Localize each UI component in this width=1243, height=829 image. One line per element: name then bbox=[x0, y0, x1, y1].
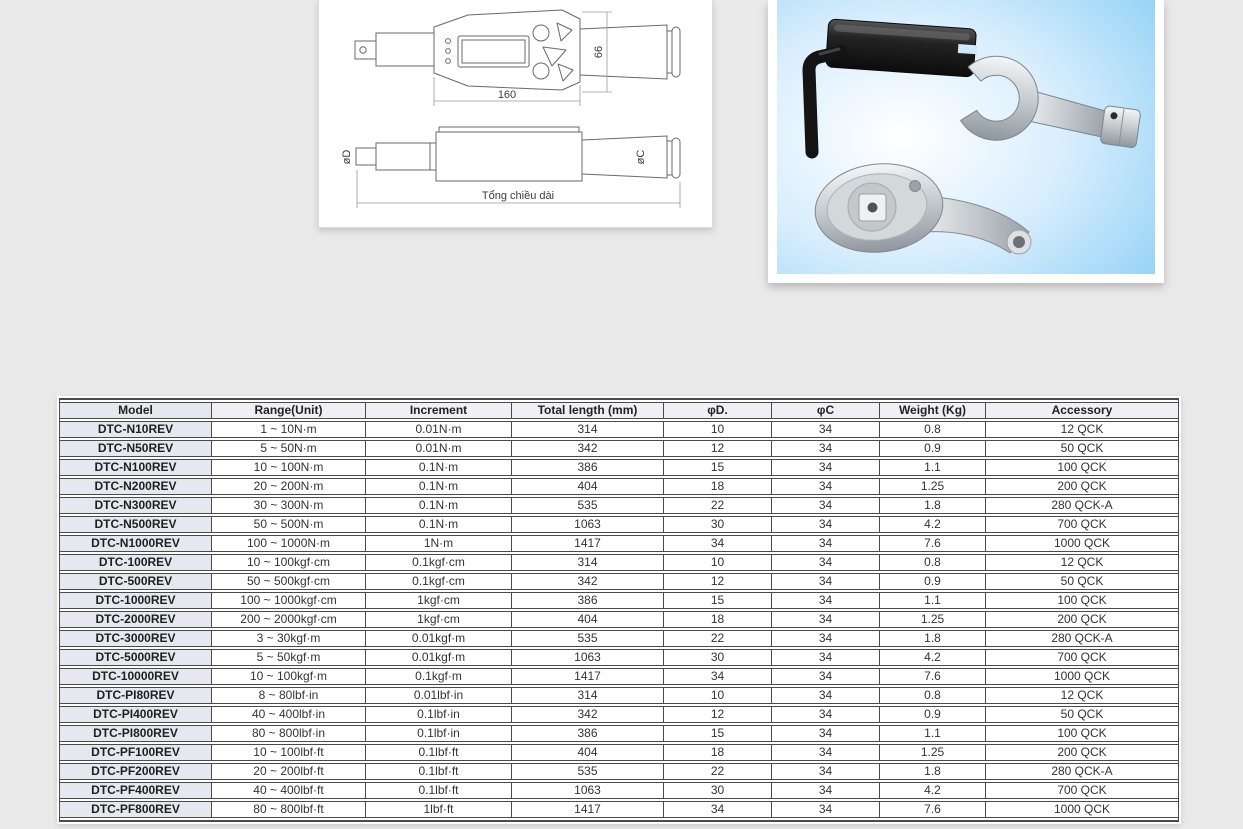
col-header-model: Model bbox=[60, 402, 212, 419]
dia-d-cell: 10 bbox=[664, 554, 772, 571]
table-row bbox=[60, 459, 1178, 476]
table-row bbox=[60, 649, 1178, 666]
accessory-cell: 700 QCK bbox=[986, 782, 1178, 799]
spec-table-panel bbox=[57, 396, 1181, 824]
weight-cell: 4.2 bbox=[880, 516, 986, 533]
dia-d-cell: 30 bbox=[664, 782, 772, 799]
model-cell: DTC-10000REV bbox=[60, 668, 212, 685]
weight-cell: 0.9 bbox=[880, 440, 986, 457]
wrench-top-view bbox=[355, 10, 680, 90]
dia-d-cell: 10 bbox=[664, 687, 772, 704]
model-cell: DTC-2000REV bbox=[60, 611, 212, 628]
accessory-photo-panel bbox=[768, 0, 1164, 283]
dia-c-cell: 34 bbox=[772, 516, 880, 533]
weight-cell: 7.6 bbox=[880, 535, 986, 552]
range-cell: 80 ~ 800lbf·ft bbox=[212, 801, 366, 818]
dia-d-cell: 12 bbox=[664, 706, 772, 723]
dia-d-cell: 12 bbox=[664, 440, 772, 457]
table-row bbox=[60, 611, 1178, 628]
accessory-cell: 12 QCK bbox=[986, 421, 1178, 438]
total-length-cell: 386 bbox=[512, 592, 664, 609]
dia-d-cell: 12 bbox=[664, 573, 772, 590]
total-length-label: Tổng chiều dài bbox=[481, 190, 555, 202]
weight-cell: 1.25 bbox=[880, 611, 986, 628]
increment-cell: 0.1kgf·cm bbox=[366, 573, 512, 590]
increment-cell: 1N·m bbox=[366, 535, 512, 552]
table-row bbox=[60, 725, 1178, 742]
dia-d-cell: 18 bbox=[664, 611, 772, 628]
table-row bbox=[60, 782, 1178, 799]
weight-cell: 4.2 bbox=[880, 649, 986, 666]
col-header-range: Range(Unit) bbox=[212, 402, 366, 419]
accessory-cell: 12 QCK bbox=[986, 554, 1178, 571]
total-length-cell: 314 bbox=[512, 687, 664, 704]
increment-cell: 0.1N·m bbox=[366, 478, 512, 495]
table-row bbox=[60, 592, 1178, 609]
accessories-photo bbox=[777, 0, 1155, 274]
weight-cell: 1.8 bbox=[880, 497, 986, 514]
range-cell: 40 ~ 400lbf·ft bbox=[212, 782, 366, 799]
dia-d-cell: 22 bbox=[664, 630, 772, 647]
range-cell: 20 ~ 200lbf·ft bbox=[212, 763, 366, 780]
weight-cell: 4.2 bbox=[880, 782, 986, 799]
range-cell: 10 ~ 100kgf·cm bbox=[212, 554, 366, 571]
col-header-increment: Increment bbox=[366, 402, 512, 419]
accessory-cell: 200 QCK bbox=[986, 744, 1178, 761]
table-row bbox=[60, 421, 1178, 438]
table-row bbox=[60, 573, 1178, 590]
table-row bbox=[60, 668, 1178, 685]
increment-cell: 0.01lbf·in bbox=[366, 687, 512, 704]
dia-c-cell: 34 bbox=[772, 478, 880, 495]
col-header-weight: Weight (Kg) bbox=[880, 402, 986, 419]
weight-cell: 1.25 bbox=[880, 478, 986, 495]
dia-c-cell: 34 bbox=[772, 801, 880, 818]
model-cell: DTC-100REV bbox=[60, 554, 212, 571]
socket-adapter-icon bbox=[826, 19, 979, 77]
total-length-cell: 1417 bbox=[512, 535, 664, 552]
total-length-cell: 1063 bbox=[512, 516, 664, 533]
dia-c-cell: 34 bbox=[772, 611, 880, 628]
range-cell: 10 ~ 100kgf·m bbox=[212, 668, 366, 685]
model-cell: DTC-PF400REV bbox=[60, 782, 212, 799]
col-header-dia-d: φD. bbox=[664, 402, 772, 419]
weight-cell: 0.8 bbox=[880, 554, 986, 571]
range-cell: 30 ~ 300N·m bbox=[212, 497, 366, 514]
total-length-cell: 342 bbox=[512, 440, 664, 457]
accessory-cell: 100 QCK bbox=[986, 592, 1178, 609]
accessory-cell: 700 QCK bbox=[986, 516, 1178, 533]
table-row bbox=[60, 478, 1178, 495]
model-cell: DTC-PI400REV bbox=[60, 706, 212, 723]
dimension-lines-top bbox=[434, 12, 612, 106]
dia-c-cell: 34 bbox=[772, 706, 880, 723]
accessory-cell: 280 QCK-A bbox=[986, 497, 1178, 514]
model-cell: DTC-PI800REV bbox=[60, 725, 212, 742]
weight-cell: 0.9 bbox=[880, 573, 986, 590]
accessory-cell: 100 QCK bbox=[986, 459, 1178, 476]
increment-cell: 0.01N·m bbox=[366, 440, 512, 457]
dia-c-cell: 34 bbox=[772, 592, 880, 609]
accessory-cell: 1000 QCK bbox=[986, 535, 1178, 552]
dia-d-label: øD bbox=[341, 149, 353, 165]
increment-cell: 0.01kgf·m bbox=[366, 649, 512, 666]
range-cell: 40 ~ 400lbf·in bbox=[212, 706, 366, 723]
range-cell: 10 ~ 100lbf·ft bbox=[212, 744, 366, 761]
accessory-cell: 50 QCK bbox=[986, 706, 1178, 723]
increment-cell: 0.1lbf·ft bbox=[366, 763, 512, 780]
dia-c-cell: 34 bbox=[772, 763, 880, 780]
range-cell: 5 ~ 50N·m bbox=[212, 440, 366, 457]
accessory-cell: 12 QCK bbox=[986, 687, 1178, 704]
model-cell: DTC-500REV bbox=[60, 573, 212, 590]
table-row bbox=[60, 535, 1178, 552]
range-cell: 1 ~ 10N·m bbox=[212, 421, 366, 438]
spec-table-body bbox=[60, 421, 1178, 818]
dia-d-cell: 30 bbox=[664, 649, 772, 666]
dia-c-cell: 34 bbox=[772, 725, 880, 742]
model-cell: DTC-PF800REV bbox=[60, 801, 212, 818]
total-length-cell: 314 bbox=[512, 554, 664, 571]
dia-c-cell: 34 bbox=[772, 421, 880, 438]
dia-d-cell: 15 bbox=[664, 725, 772, 742]
increment-cell: 0.01N·m bbox=[366, 421, 512, 438]
accessory-cell: 700 QCK bbox=[986, 649, 1178, 666]
range-cell: 80 ~ 800lbf·in bbox=[212, 725, 366, 742]
model-cell: DTC-5000REV bbox=[60, 649, 212, 666]
table-row bbox=[60, 554, 1178, 571]
increment-cell: 0.1lbf·ft bbox=[366, 782, 512, 799]
total-length-cell: 314 bbox=[512, 421, 664, 438]
range-cell: 5 ~ 50kgf·m bbox=[212, 649, 366, 666]
increment-cell: 0.1lbf·in bbox=[366, 725, 512, 742]
increment-cell: 0.01kgf·m bbox=[366, 630, 512, 647]
torque-wrench-diagram bbox=[319, 0, 712, 226]
model-cell: DTC-N500REV bbox=[60, 516, 212, 533]
weight-cell: 7.6 bbox=[880, 801, 986, 818]
model-cell: DTC-N100REV bbox=[60, 459, 212, 476]
total-length-cell: 1417 bbox=[512, 668, 664, 685]
dia-d-cell: 15 bbox=[664, 592, 772, 609]
accessory-cell: 200 QCK bbox=[986, 611, 1178, 628]
weight-cell: 7.6 bbox=[880, 668, 986, 685]
col-header-accessory: Accessory bbox=[986, 402, 1178, 419]
accessory-cell: 280 QCK-A bbox=[986, 630, 1178, 647]
weight-cell: 1.1 bbox=[880, 592, 986, 609]
weight-cell: 0.9 bbox=[880, 706, 986, 723]
dim-66-label: 66 bbox=[593, 45, 605, 59]
dimension-diagram-panel bbox=[318, 0, 713, 228]
range-cell: 50 ~ 500kgf·cm bbox=[212, 573, 366, 590]
increment-cell: 1kgf·cm bbox=[366, 611, 512, 628]
increment-cell: 0.1lbf·in bbox=[366, 706, 512, 723]
table-row bbox=[60, 744, 1178, 761]
col-header-total-length: Total length (mm) bbox=[512, 402, 664, 419]
dia-c-cell: 34 bbox=[772, 535, 880, 552]
spec-table bbox=[60, 400, 1178, 820]
weight-cell: 1.1 bbox=[880, 459, 986, 476]
dia-c-cell: 34 bbox=[772, 630, 880, 647]
dia-c-cell: 34 bbox=[772, 497, 880, 514]
total-length-cell: 386 bbox=[512, 725, 664, 742]
table-row bbox=[60, 763, 1178, 780]
model-cell: DTC-PF200REV bbox=[60, 763, 212, 780]
dia-c-cell: 34 bbox=[772, 554, 880, 571]
dia-c-cell: 34 bbox=[772, 744, 880, 761]
table-header-row bbox=[60, 402, 1178, 419]
table-row bbox=[60, 440, 1178, 457]
increment-cell: 0.1lbf·ft bbox=[366, 744, 512, 761]
range-cell: 10 ~ 100N·m bbox=[212, 459, 366, 476]
model-cell: DTC-3000REV bbox=[60, 630, 212, 647]
accessory-cell: 280 QCK-A bbox=[986, 763, 1178, 780]
total-length-cell: 404 bbox=[512, 744, 664, 761]
total-length-cell: 404 bbox=[512, 611, 664, 628]
model-cell: DTC-N1000REV bbox=[60, 535, 212, 552]
increment-cell: 0.1kgf·cm bbox=[366, 554, 512, 571]
increment-cell: 1lbf·ft bbox=[366, 801, 512, 818]
dia-c-cell: 34 bbox=[772, 687, 880, 704]
accessory-cell: 50 QCK bbox=[986, 573, 1178, 590]
table-row bbox=[60, 801, 1178, 818]
weight-cell: 1.8 bbox=[880, 630, 986, 647]
weight-cell: 0.8 bbox=[880, 421, 986, 438]
increment-cell: 0.1N·m bbox=[366, 459, 512, 476]
total-length-cell: 1417 bbox=[512, 801, 664, 818]
total-length-cell: 1063 bbox=[512, 782, 664, 799]
range-cell: 200 ~ 2000kgf·cm bbox=[212, 611, 366, 628]
range-cell: 8 ~ 80lbf·in bbox=[212, 687, 366, 704]
range-cell: 3 ~ 30kgf·m bbox=[212, 630, 366, 647]
table-row bbox=[60, 497, 1178, 514]
dia-c-cell: 34 bbox=[772, 573, 880, 590]
increment-cell: 1kgf·cm bbox=[366, 592, 512, 609]
table-row bbox=[60, 516, 1178, 533]
dia-c-cell: 34 bbox=[772, 782, 880, 799]
weight-cell: 0.8 bbox=[880, 687, 986, 704]
table-row bbox=[60, 630, 1178, 647]
table-row bbox=[60, 687, 1178, 704]
weight-cell: 1.1 bbox=[880, 725, 986, 742]
range-cell: 50 ~ 500N·m bbox=[212, 516, 366, 533]
dim-160-label: 160 bbox=[497, 89, 517, 101]
dimension-lines-bottom bbox=[357, 170, 680, 208]
weight-cell: 1.8 bbox=[880, 763, 986, 780]
model-cell: DTC-N200REV bbox=[60, 478, 212, 495]
dia-d-cell: 15 bbox=[664, 459, 772, 476]
total-length-cell: 1063 bbox=[512, 649, 664, 666]
spec-table-frame bbox=[59, 398, 1179, 822]
dia-c-cell: 34 bbox=[772, 668, 880, 685]
accessory-cell: 1000 QCK bbox=[986, 668, 1178, 685]
model-cell: DTC-1000REV bbox=[60, 592, 212, 609]
total-length-cell: 342 bbox=[512, 573, 664, 590]
dia-d-cell: 10 bbox=[664, 421, 772, 438]
dia-d-cell: 30 bbox=[664, 516, 772, 533]
table-row bbox=[60, 706, 1178, 723]
dia-d-cell: 22 bbox=[664, 763, 772, 780]
accessory-cell: 200 QCK bbox=[986, 478, 1178, 495]
total-length-cell: 535 bbox=[512, 630, 664, 647]
dia-d-cell: 18 bbox=[664, 478, 772, 495]
model-cell: DTC-N10REV bbox=[60, 421, 212, 438]
model-cell: DTC-N300REV bbox=[60, 497, 212, 514]
range-cell: 100 ~ 1000N·m bbox=[212, 535, 366, 552]
accessory-cell: 100 QCK bbox=[986, 725, 1178, 742]
accessory-cell: 1000 QCK bbox=[986, 801, 1178, 818]
total-length-cell: 535 bbox=[512, 763, 664, 780]
dia-d-cell: 22 bbox=[664, 497, 772, 514]
total-length-cell: 535 bbox=[512, 497, 664, 514]
increment-cell: 0.1N·m bbox=[366, 516, 512, 533]
dia-c-cell: 34 bbox=[772, 649, 880, 666]
model-cell: DTC-N50REV bbox=[60, 440, 212, 457]
dia-d-cell: 34 bbox=[664, 801, 772, 818]
col-header-dia-c: φC bbox=[772, 402, 880, 419]
dia-c-cell: 34 bbox=[772, 459, 880, 476]
dia-d-cell: 34 bbox=[664, 535, 772, 552]
dia-c-cell: 34 bbox=[772, 440, 880, 457]
dia-d-cell: 18 bbox=[664, 744, 772, 761]
weight-cell: 1.25 bbox=[880, 744, 986, 761]
model-cell: DTC-PI80REV bbox=[60, 687, 212, 704]
model-cell: DTC-PF100REV bbox=[60, 744, 212, 761]
dia-d-cell: 34 bbox=[664, 668, 772, 685]
dia-c-label: øC bbox=[635, 149, 647, 165]
total-length-cell: 342 bbox=[512, 706, 664, 723]
total-length-cell: 386 bbox=[512, 459, 664, 476]
accessory-cell: 50 QCK bbox=[986, 440, 1178, 457]
increment-cell: 0.1N·m bbox=[366, 497, 512, 514]
total-length-cell: 404 bbox=[512, 478, 664, 495]
range-cell: 20 ~ 200N·m bbox=[212, 478, 366, 495]
wrench-side-view bbox=[356, 127, 680, 181]
increment-cell: 0.1kgf·m bbox=[366, 668, 512, 685]
range-cell: 100 ~ 1000kgf·cm bbox=[212, 592, 366, 609]
